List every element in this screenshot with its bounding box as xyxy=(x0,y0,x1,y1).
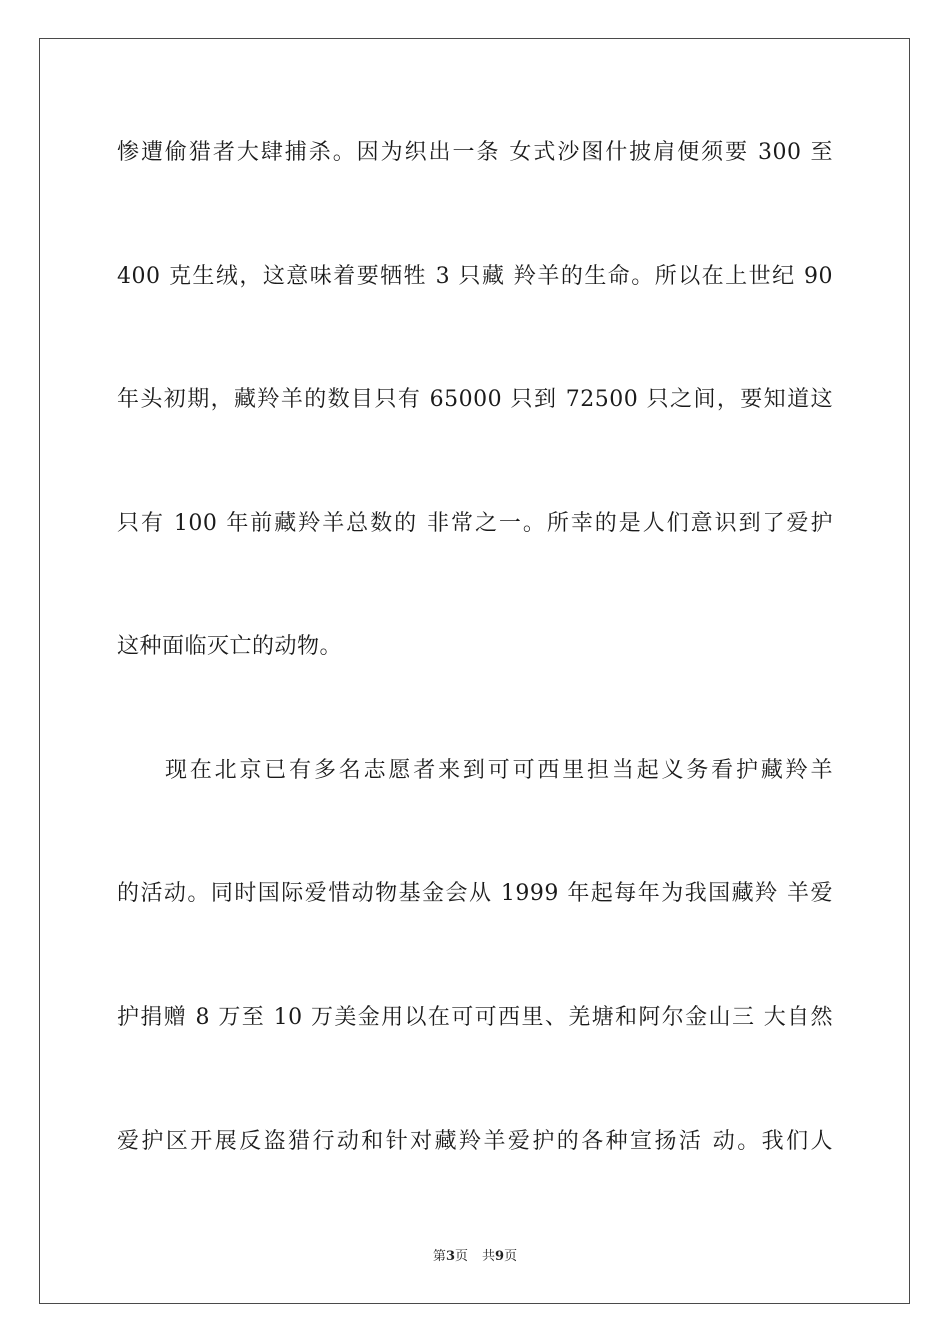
total-page-number: 9 xyxy=(495,1249,505,1264)
text-line: 爱护区开展反盗猎行动和针对藏羚羊爱护的各种宣扬活 动。我们人 xyxy=(117,1129,833,1154)
text-line: 年头初期，藏羚羊的数目只有 65000 只到 72500 只之间，要知道这 xyxy=(117,387,833,412)
text-line: 400 克生绒，这意味着要牺牲 3 只藏 羚羊的生命。所以在上世纪 90 xyxy=(117,264,833,289)
current-page-number: 3 xyxy=(445,1249,455,1264)
page-suffix: 页 xyxy=(454,1249,468,1264)
text-line: 的活动。同时国际爱惜动物基金会从 1999 年起每年为我国藏羚 羊爱 xyxy=(117,881,833,906)
page-prefix: 第 xyxy=(432,1249,446,1264)
page-footer xyxy=(0,1248,950,1266)
text-line: 现在北京已有多名志愿者来到可可西里担当起义务看护藏羚羊 xyxy=(165,758,833,783)
text-line: 这种面临灭亡的动物。 xyxy=(117,634,343,659)
total-prefix: 共 xyxy=(482,1249,496,1264)
text-line: 惨遭偷猎者大肆捕杀。因为织出一条 女式沙图什披肩便须要 300 至 xyxy=(117,140,833,165)
page-border xyxy=(39,38,910,1304)
total-suffix: 页 xyxy=(504,1249,518,1264)
text-line: 只有 100 年前藏羚羊总数的 非常之一。所幸的是人们意识到了爱护 xyxy=(117,511,833,536)
text-line: 护捐赠 8 万至 10 万美金用以在可可西里、羌塘和阿尔金山三 大自然 xyxy=(117,1005,833,1030)
